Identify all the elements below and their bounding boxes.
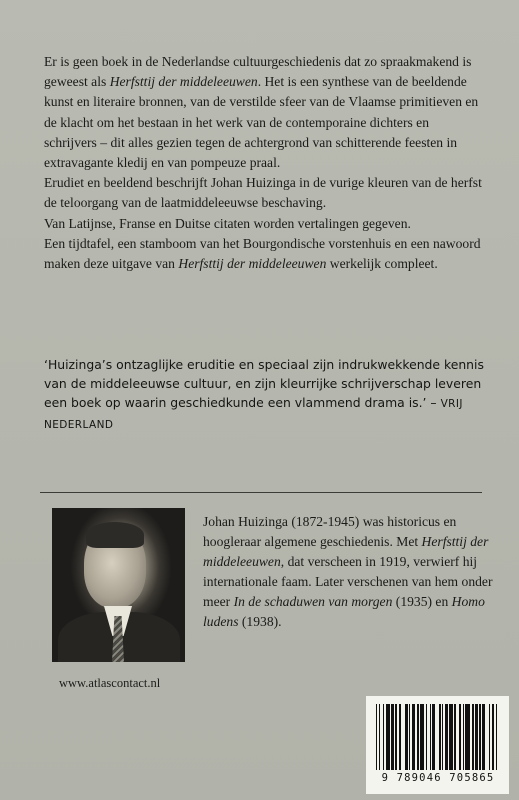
paragraph-translations: Van Latijnse, Franse en Duitse citaten worden vertalingen gegeven. <box>44 215 411 231</box>
paragraph-intro <box>44 52 484 173</box>
press-quote <box>44 355 494 435</box>
paragraph-erudiet: Erudiet en beeldend beschrijft Johan Huizinga in de vurige kleuren van de herfst de teloorgang van de laatmiddeleeuwse beschaving. <box>44 175 482 211</box>
book-title-italic: Herfsttij der middeleeuwen <box>109 74 258 90</box>
quote-source: VRIJ NEDERLAND <box>44 398 463 431</box>
author-photo <box>52 508 185 662</box>
book-title-italic: In de schaduwen van morgen <box>233 594 393 609</box>
book-title-italic: Herfsttij der middeleeuwen <box>178 256 327 272</box>
quote-text: ‘Huizinga’s ontzaglijke eruditie en speciaal zijn indrukwekkende kennis van de middeleeuwse cultuur, en zijn kleurrijke schrijverschap leveren een boek op waarin geschiedkunde een vlammend drama is.’ – <box>44 357 484 410</box>
description-text <box>44 52 484 274</box>
text-run: . Het is een synthese van de beeldende kunst en literaire bronnen, van de verstilde sfeer van de Vlaamse primitieven en de klacht om het bestaan in het werk van de contemporaine dichters en schrijvers – dit alles gezien tegen de achtergrond van schitterende feesten in extravagante kledij en van pompeuze praal. <box>44 74 479 171</box>
barcode <box>366 696 509 794</box>
paragraph-extras <box>44 234 484 274</box>
author-bio <box>203 512 493 632</box>
barcode-stripe <box>497 704 500 770</box>
isbn-number: 9 789046 705865 <box>381 772 495 784</box>
text-run: (1938). <box>238 614 282 629</box>
barcode-bars <box>376 704 500 770</box>
text-run: Een tijdtafel, een stamboom van het Bourgondische vorstenhuis en een nawoord maken deze uitgave van <box>44 235 481 272</box>
text-run: Er is geen boek in de Nederlandse cultuurgeschiedenis dat zo spraakmakend is geweest als <box>44 54 472 90</box>
text-run: Johan Huizinga (1872-1945) was historicus en hoogleraar algemene geschiedenis. Met <box>203 514 457 549</box>
text-run: werkelijk compleet. <box>326 256 438 272</box>
book-title-italic: Herfsttij der middeleeuwen <box>203 534 489 569</box>
publisher-url[interactable]: www.atlascontact.nl <box>59 676 161 690</box>
book-title-italic: Homo ludens <box>203 594 485 629</box>
text-run: , dat verscheen in 1919, verwierf hij internationale faam. Later verschenen van hem onder meer <box>203 554 493 609</box>
text-run: (1935) en <box>392 594 452 609</box>
divider-line <box>40 492 482 493</box>
